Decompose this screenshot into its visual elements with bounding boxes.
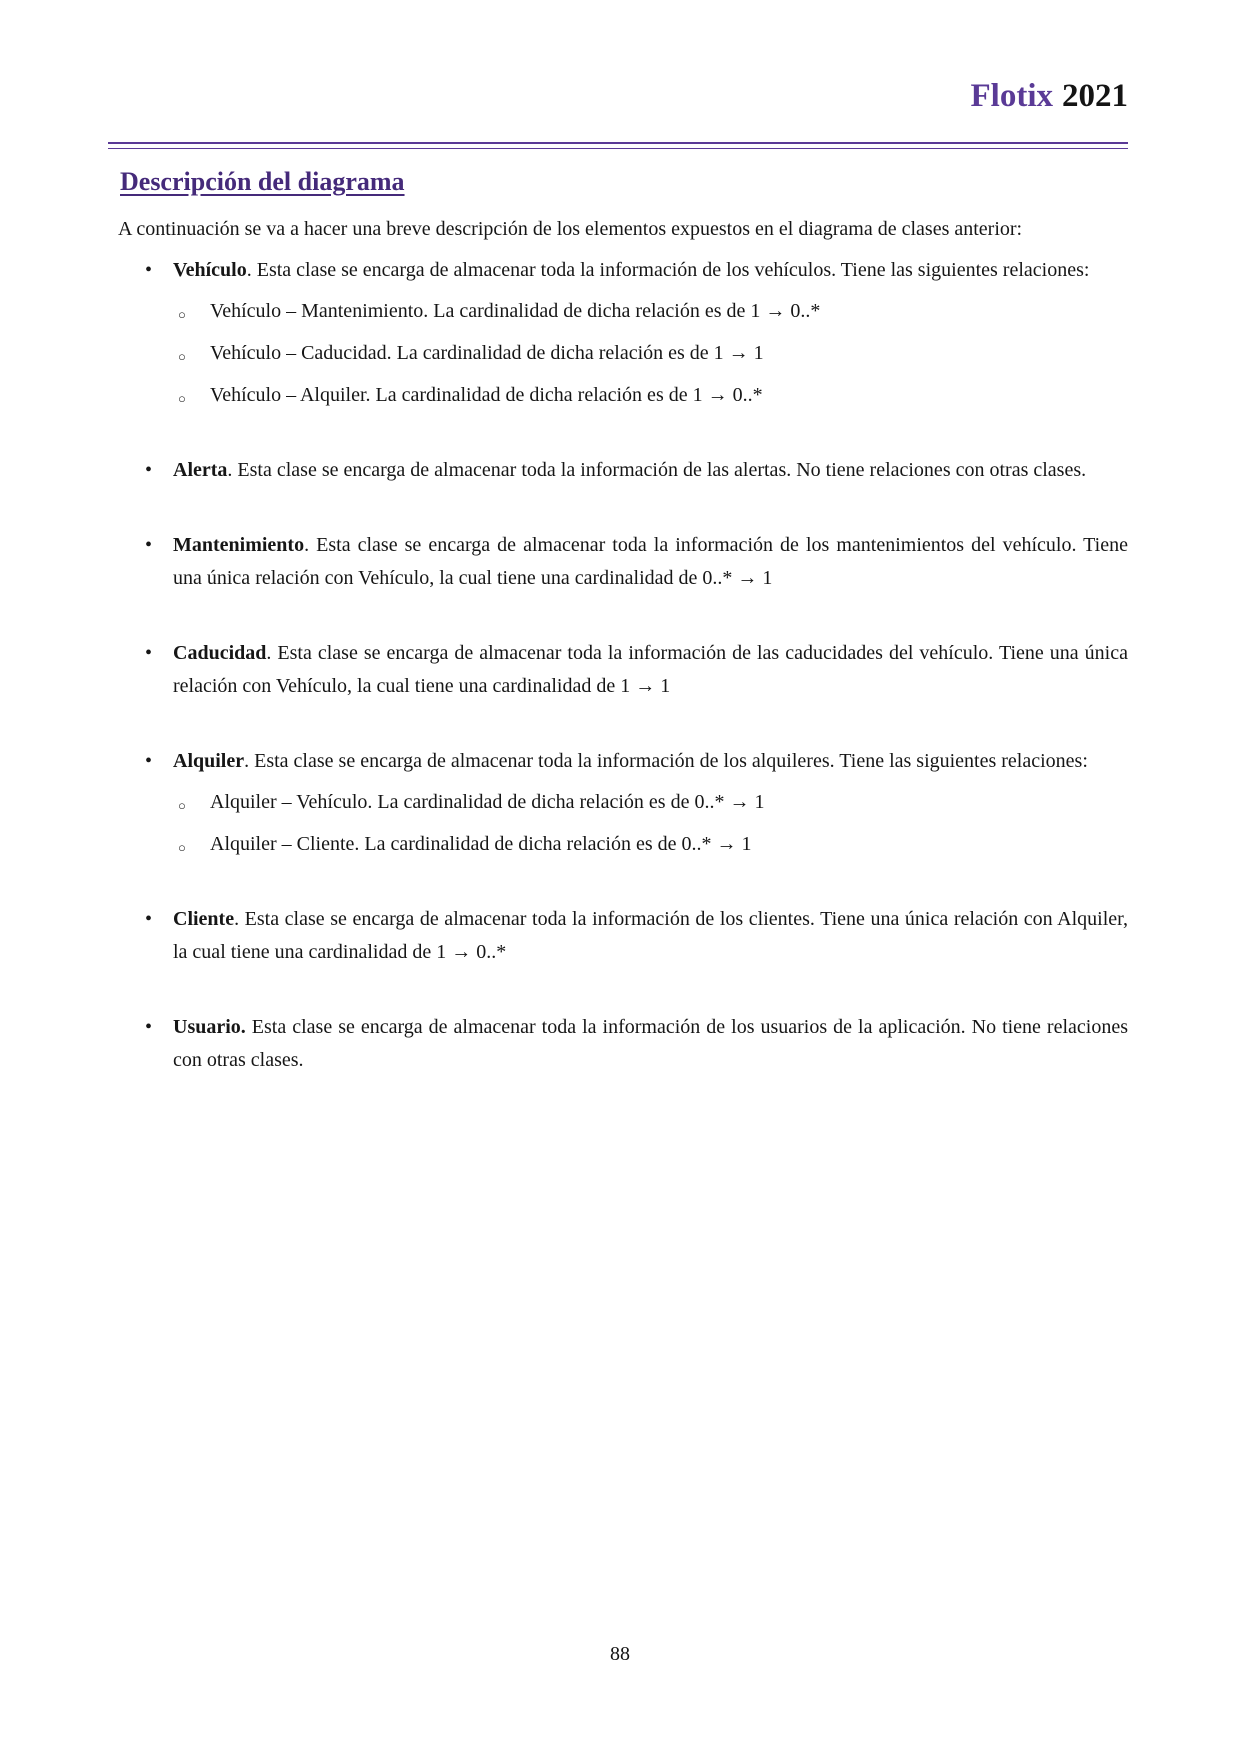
list-item-alquiler (108, 745, 1128, 861)
relation-text: Vehículo – Mantenimiento. La cardinalidad de dicha relación es de 1 → 0..* (210, 300, 821, 322)
sublist-item (173, 337, 1128, 370)
item-description: . Esta clase se encarga de almacenar toda la información de los vehículos. Tiene las siguientes relaciones: (246, 259, 1090, 281)
sublist-item (173, 786, 1128, 819)
item-description: . Esta clase se encarga de almacenar toda la información de los clientes. Tiene una única relación con Alquiler, la cual tiene una cardinalidad de 1 → 0..* (173, 908, 1128, 963)
list-item-caducidad (108, 637, 1128, 703)
intro-paragraph: A continuación se va a hacer una breve descripción de los elementos expuestos en el diagrama de clases anterior: (118, 218, 1023, 240)
item-description: . Esta clase se encarga de almacenar toda la información de los alquileres. Tiene las siguientes relaciones: (244, 750, 1088, 772)
item-paragraph (173, 637, 1128, 703)
bullet-icon: • (145, 642, 153, 664)
item-term: Usuario. (173, 1016, 246, 1038)
circle-bullet-icon: ○ (178, 349, 186, 364)
header-divider-rule (108, 142, 1128, 149)
bullet-icon: • (145, 750, 153, 772)
item-term: Cliente (173, 908, 235, 930)
item-paragraph (173, 1011, 1128, 1077)
item-paragraph (173, 529, 1128, 595)
brand-title: Flotix (970, 78, 1053, 114)
bullet-icon: • (145, 259, 153, 281)
item-paragraph (173, 745, 1128, 778)
sublist-item (173, 828, 1128, 861)
sublist-item (173, 295, 1128, 328)
list-item-cliente (108, 903, 1128, 969)
bullet-icon: • (145, 459, 153, 481)
bullet-icon: • (145, 908, 153, 930)
circle-bullet-icon: ○ (178, 391, 186, 406)
list-item-alerta (108, 454, 1128, 487)
class-description-list (108, 254, 1128, 1077)
list-item-usuario (108, 1011, 1128, 1077)
item-description: . Esta clase se encarga de almacenar toda la información de los mantenimientos del vehículo. Tiene una única relación con Vehículo, la cual tiene una cardinalidad de 0..* → 1 (173, 534, 1128, 589)
document-header (108, 0, 1128, 120)
item-term: Alquiler (173, 750, 245, 772)
item-term: Caducidad (173, 642, 267, 664)
relations-sublist (173, 295, 1128, 412)
circle-bullet-icon: ○ (178, 840, 186, 855)
section-title: Descripción del diagrama (120, 167, 405, 196)
item-paragraph (173, 454, 1128, 487)
item-description: Esta clase se encarga de almacenar toda la información de los usuarios de la aplicación. No tiene relaciones con otras clases. (173, 1016, 1128, 1071)
brand-year: 2021 (1062, 78, 1128, 114)
bullet-icon: • (145, 534, 153, 556)
list-item-vehiculo (108, 254, 1128, 412)
list-item-mantenimiento (108, 529, 1128, 595)
sublist-item (173, 379, 1128, 412)
relations-sublist (173, 786, 1128, 861)
relation-text: Vehículo – Caducidad. La cardinalidad de dicha relación es de 1 → 1 (210, 342, 764, 364)
item-paragraph (173, 903, 1128, 969)
item-term: Vehículo (173, 259, 247, 281)
bullet-icon: • (145, 1016, 153, 1038)
item-term: Mantenimiento (173, 534, 305, 556)
circle-bullet-icon: ○ (178, 798, 186, 813)
relation-text: Vehículo – Alquiler. La cardinalidad de dicha relación es de 1 → 0..* (210, 384, 763, 406)
item-description: . Esta clase se encarga de almacenar toda la información de las caducidades del vehículo. Tiene una única relación con Vehículo, la cual tiene una cardinalidad de 1 → 1 (173, 642, 1128, 697)
relation-text: Alquiler – Cliente. La cardinalidad de dicha relación es de 0..* → 1 (210, 833, 752, 855)
page-number: 88 (610, 1643, 630, 1665)
item-term: Alerta (173, 459, 228, 481)
relation-text: Alquiler – Vehículo. La cardinalidad de dicha relación es de 0..* → 1 (210, 791, 765, 813)
item-description: . Esta clase se encarga de almacenar toda la información de las alertas. No tiene relaciones con otras clases. (227, 459, 1087, 481)
item-paragraph (173, 254, 1128, 287)
circle-bullet-icon: ○ (178, 307, 186, 322)
